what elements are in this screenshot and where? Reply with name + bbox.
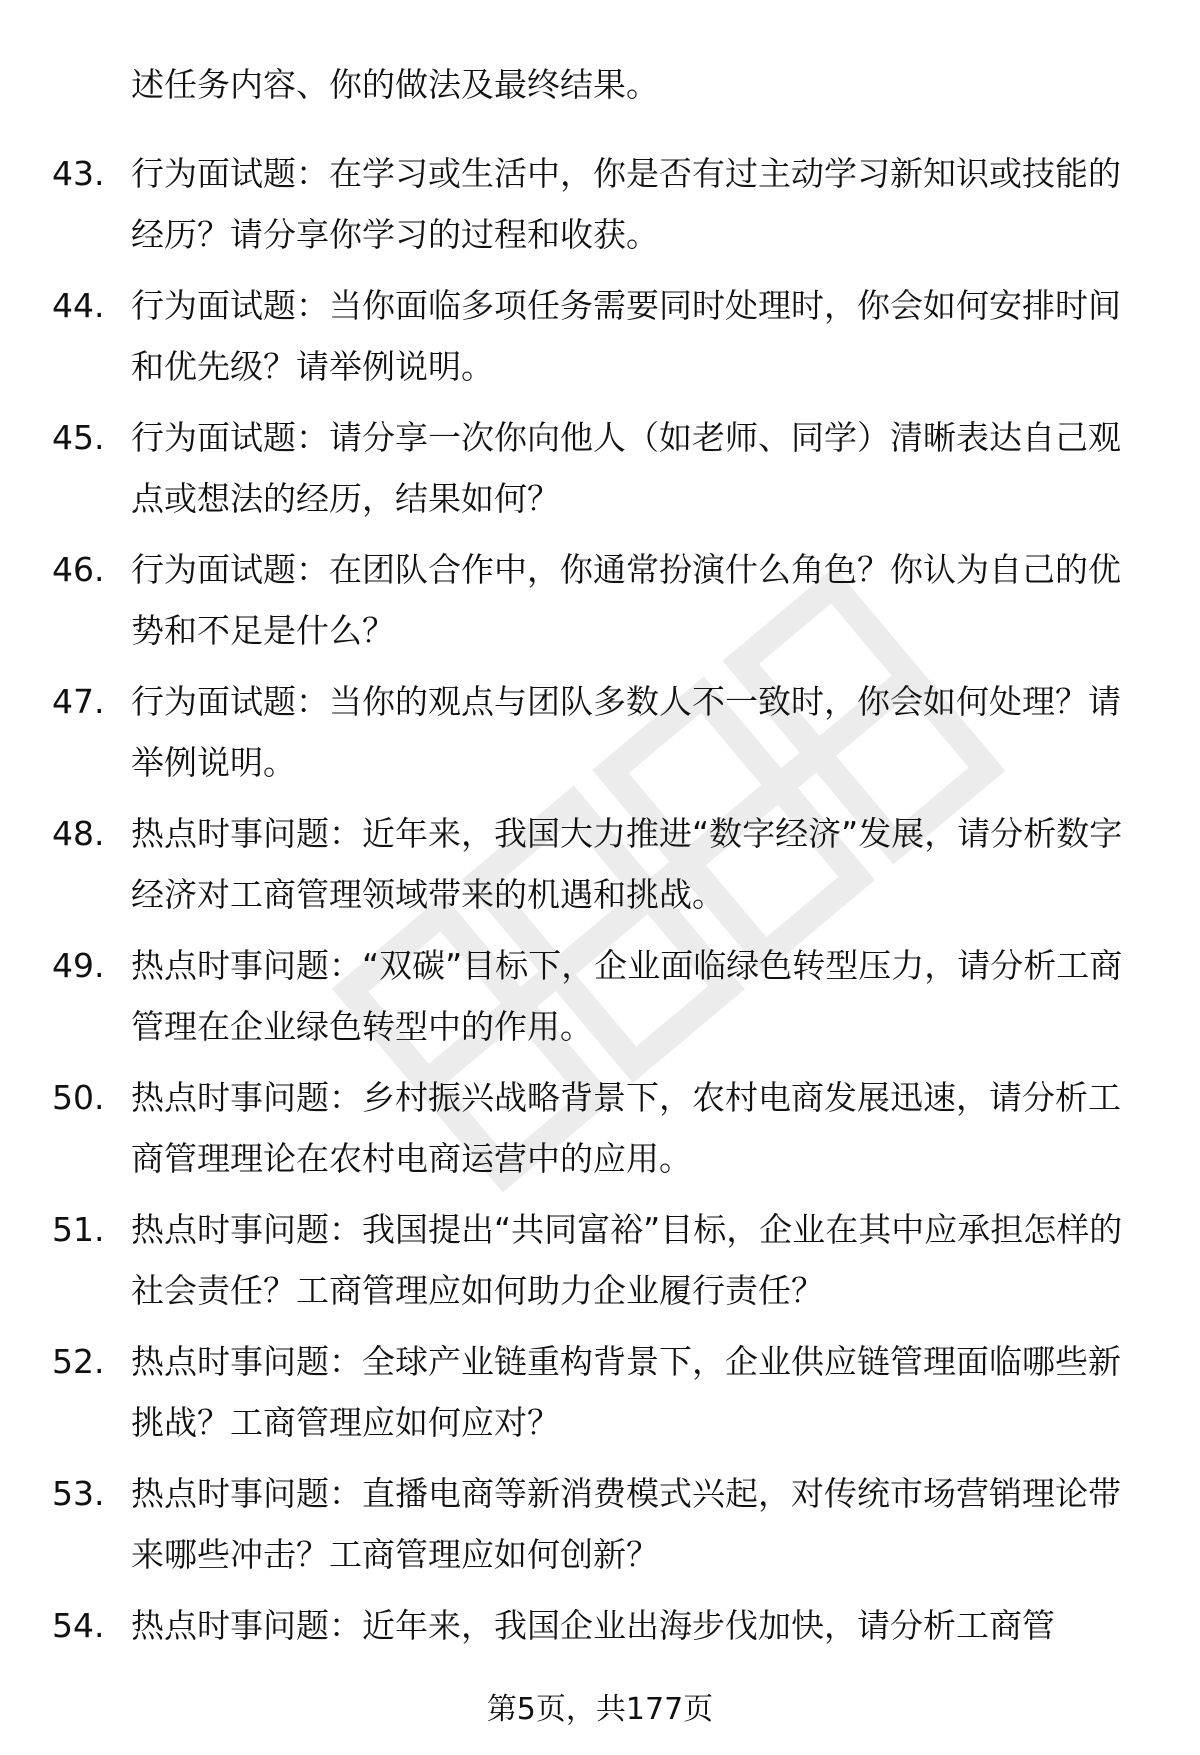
question-text: 热点时事问题：我国提出“共同富裕”目标，企业在其中应承担怎样的社会责任？工商管理应如何助力企业履行责任？	[131, 1210, 1123, 1310]
question-number: 46.	[52, 550, 105, 589]
question-text: 行为面试题：当你面临多项任务需要同时处理时，你会如何安排时间和优先级？请举例说明。	[131, 286, 1121, 386]
question-item	[0, 539, 1200, 671]
question-item	[0, 935, 1200, 1067]
question-text: 热点时事问题：近年来，我国企业出海步伐加快，请分析工商管	[131, 1606, 1055, 1645]
question-text: 热点时事问题：全球产业链重构背景下，企业供应链管理面临哪些新挑战？工商管理应如何应对？	[131, 1342, 1121, 1442]
question-item	[0, 1199, 1200, 1331]
question-item	[0, 1067, 1200, 1199]
question-number: 48.	[52, 814, 105, 853]
question-number: 51.	[52, 1210, 105, 1249]
page-footer: 第5页，共177页	[486, 1692, 714, 1727]
continued-question-text: 述任务内容、你的做法及最终结果。	[131, 65, 659, 104]
question-number: 49.	[52, 946, 105, 985]
question-number: 50.	[52, 1078, 105, 1117]
question-item	[0, 275, 1200, 407]
question-item	[0, 803, 1200, 935]
question-number: 53.	[52, 1474, 105, 1513]
question-text: 热点时事问题：“双碳”目标下，企业面临绿色转型压力，请分析工商管理在企业绿色转型中的作用。	[131, 946, 1123, 1046]
question-number: 47.	[52, 682, 105, 721]
question-item	[0, 671, 1200, 803]
question-text: 行为面试题：在学习或生活中，你是否有过主动学习新知识或技能的经历？请分享你学习的过程和收获。	[131, 154, 1121, 254]
question-text: 行为面试题：请分享一次你向他人（如老师、同学）清晰表达自己观点或想法的经历，结果如何？	[131, 418, 1121, 518]
question-item	[0, 1331, 1200, 1463]
question-text: 热点时事问题：乡村振兴战略背景下，农村电商发展迅速，请分析工商管理理论在农村电商运营中的应用。	[131, 1078, 1121, 1178]
question-number: 54.	[52, 1606, 105, 1645]
question-item	[0, 407, 1200, 539]
question-item	[0, 143, 1200, 275]
question-number: 43.	[52, 154, 105, 193]
question-number: 44.	[52, 286, 105, 325]
question-text: 行为面试题：当你的观点与团队多数人不一致时，你会如何处理？请举例说明。	[131, 682, 1121, 782]
question-item	[0, 1463, 1200, 1595]
question-text: 热点时事问题：近年来，我国大力推进“数字经济”发展，请分析数字经济对工商管理领域带来的机遇和挑战。	[131, 814, 1123, 914]
question-list	[0, 143, 1200, 1727]
question-text: 热点时事问题：直播电商等新消费模式兴起，对传统市场营销理论带来哪些冲击？工商管理应如何创新？	[131, 1474, 1121, 1574]
question-text: 行为面试题：在团队合作中，你通常扮演什么角色？你认为自己的优势和不足是什么？	[131, 550, 1121, 650]
question-number: 45.	[52, 418, 105, 457]
question-number: 52.	[52, 1342, 105, 1381]
